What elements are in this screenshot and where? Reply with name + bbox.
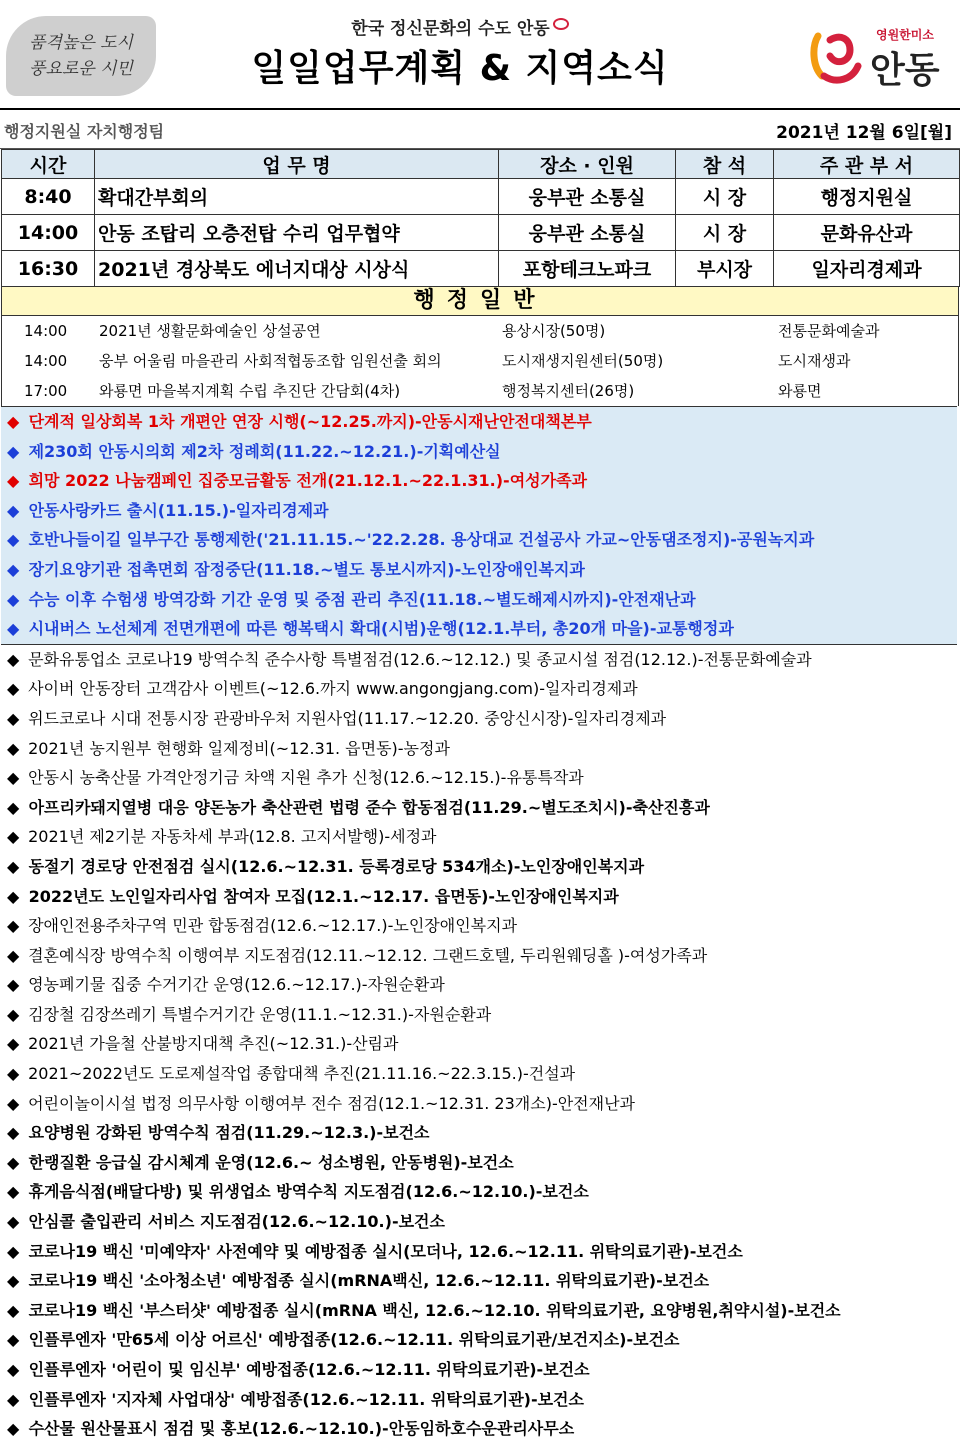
- news-item: [1, 1059, 957, 1089]
- schedule-cell-task: 확대간부회의: [95, 179, 499, 215]
- news-item: [1, 645, 957, 675]
- news-text: 2021년 제2기분 자동차세 부과(12.8. 고지서발행)-세정과: [28, 827, 437, 847]
- diamond-bullet-icon: ◆: [7, 1360, 20, 1379]
- news-item: [1, 763, 957, 793]
- slogan-line-1: 품격높은 도시: [29, 33, 133, 53]
- schedule-cell-time: 8:40: [2, 179, 95, 215]
- news-item: [1, 793, 957, 823]
- news-text: 2021년 농지원부 현행화 일제정비(~12.31. 읍면동)-농정과: [28, 738, 450, 758]
- news-text: 단계적 일상회복 1차 개편안 연장 시행(~12.25.까지)-안동시재난안전대책본부: [28, 412, 592, 431]
- page-title: 일일업무계획 & 지역소식: [251, 48, 669, 89]
- diamond-bullet-icon: ◆: [7, 1093, 20, 1113]
- news-text: 요양병원 강화된 방역수칙 점검(11.29.~12.3.)-보건소: [28, 1123, 430, 1143]
- col-header-task: 업 무 명: [95, 150, 499, 179]
- news-text: 인플루엔자 '어린이 및 임신부' 예방접종(12.6.~12.11. 위탁의료기관)-보건소: [28, 1360, 590, 1379]
- news-item: [1, 1029, 957, 1059]
- admin-task: 웅부 어울림 마을관리 사회적협동조합 임원선출 회의: [99, 352, 442, 370]
- diamond-bullet-icon: ◆: [7, 1330, 20, 1350]
- news-item: [1, 525, 957, 555]
- news-text: 장기요양기관 접촉면회 잠정중단(11.18.~별도 통보시까지)-노인장애인복지과: [28, 559, 585, 579]
- news-item: [1, 1325, 957, 1355]
- news-item: [1, 1148, 957, 1178]
- logo-city-name: 안동: [870, 50, 940, 91]
- diamond-bullet-icon: ◆: [7, 679, 20, 699]
- news-item: [1, 1000, 957, 1030]
- news-text: 2022년도 노인일자리사업 참여자 모집(12.1.~12.17. 읍면동)-노인장애인복지과: [28, 886, 619, 906]
- news-text: 코로나19 백신 '미예약자' 사전예약 및 예방접종 실시(모더나, 12.6.~12.11. 위탁의료기관)-보건소: [28, 1241, 743, 1261]
- schedule-cell-task: 2021년 경상북도 에너지대상 시상식: [95, 251, 499, 287]
- admin-row: [2, 316, 958, 346]
- news-text: 휴게음식점(배달다방) 및 위생업소 방역수칙 지도점검(12.6.~12.10.)-보건소: [28, 1182, 589, 1202]
- diamond-bullet-icon: ◆: [7, 738, 20, 758]
- diamond-bullet-icon: ◆: [7, 589, 20, 609]
- news-text: 인플루엔자 '지자체 사업대상' 예방접종(12.6.~12.11. 위탁의료기관)-보건소: [28, 1389, 584, 1409]
- schedule-cell-dept: 일자리경제과: [774, 251, 960, 287]
- news-item: [1, 407, 957, 437]
- diamond-bullet-icon: ◆: [7, 1152, 20, 1172]
- admin-time: 14:00: [24, 352, 68, 370]
- diamond-bullet-icon: ◆: [7, 559, 20, 579]
- news-text: 수산물 원산물표시 점검 및 홍보(12.6.~12.10.)-안동임하호수운관리사무소: [28, 1419, 575, 1439]
- news-item: [1, 466, 957, 496]
- news-item: [1, 674, 957, 704]
- news-item: [1, 1207, 957, 1237]
- schedule-cell-place: 포항테크노파크: [499, 251, 676, 287]
- diamond-bullet-icon: ◆: [7, 619, 20, 639]
- diamond-bullet-icon: ◆: [7, 768, 20, 788]
- diamond-bullet-icon: ◆: [7, 530, 20, 550]
- logo-slogan: 영원한미소: [876, 28, 934, 42]
- schedule-cell-time: 14:00: [2, 215, 95, 251]
- schedule-cell-dept: 문화유산과: [774, 215, 960, 251]
- diamond-bullet-icon: ◆: [7, 1034, 20, 1054]
- andong-logo: [806, 20, 956, 90]
- admin-section-header: 행정일반: [1, 287, 959, 316]
- diamond-bullet-icon: ◆: [7, 797, 20, 817]
- news-text: 코로나19 백신 '소아청소년' 예방접종 실시(mRNA백신, 12.6.~12.11. 위탁의료기관)-보건소: [28, 1271, 710, 1291]
- news-text: 문화유통업소 코로나19 방역수칙 준수사항 특별점검(12.6.~12.12.) 및 종교시설 점검(12.12.)-전통문화예술과: [28, 649, 812, 669]
- news-item: [1, 555, 957, 585]
- news-item: [1, 704, 957, 734]
- slogan-badge: [6, 16, 156, 96]
- admin-row: [2, 346, 958, 376]
- diamond-bullet-icon: ◆: [7, 886, 20, 906]
- diamond-bullet-icon: ◆: [7, 500, 20, 520]
- admin-task: 와룡면 마을복지계획 수립 추진단 간담회(4차): [99, 382, 401, 400]
- schedule-cell-place: 웅부관 소통실: [499, 215, 676, 251]
- news-item: [1, 1266, 957, 1296]
- diamond-bullet-icon: ◆: [7, 708, 20, 728]
- news-item: [1, 437, 957, 467]
- news-text: 어린이놀이시설 법정 의무사항 이행여부 전수 점검(12.1.~12.31. 23개소)-안전재난과: [28, 1093, 636, 1113]
- news-item: [1, 822, 957, 852]
- news-text: 희망 2022 나눔캠페인 집중모금활동 전개(21.12.1.~22.1.31.)-여성가족과: [28, 471, 587, 491]
- schedule-table: [1, 149, 960, 287]
- news-text: 인플루엔자 '만65세 이상 어르신' 예방접종(12.6.~12.11. 위탁의료기관/보건지소)-보건소: [28, 1330, 680, 1350]
- news-text: 사이버 안동장터 고객감사 이벤트(~12.6.까지 www.angongjang.com)-일자리경제과: [28, 679, 638, 699]
- news-item: [1, 1385, 957, 1415]
- diamond-bullet-icon: ◆: [7, 856, 20, 876]
- subtitle: [250, 14, 670, 39]
- news-item: [1, 1177, 957, 1207]
- news-item: [1, 941, 957, 971]
- diamond-bullet-icon: ◆: [7, 1064, 20, 1084]
- news-text: 제230회 안동시의회 제2차 정례회(11.22.~12.21.)-기획예산실: [28, 441, 501, 461]
- news-item: [1, 911, 957, 941]
- diamond-bullet-icon: ◆: [7, 975, 20, 995]
- news-item: [1, 852, 957, 882]
- news-text: 2021~2022년도 도로제설작업 종합대책 추진(21.11.16.~22.3.15.)-건설과: [28, 1064, 576, 1084]
- col-header-attendee: 참 석: [676, 150, 774, 179]
- diamond-bullet-icon: ◆: [7, 1182, 20, 1202]
- diamond-bullet-icon: ◆: [7, 471, 20, 491]
- news-text: 시내버스 노선체계 전면개편에 따른 행복택시 확대(시범)운행(12.1.부터, 총20개 마을)-교통행정과: [28, 619, 734, 639]
- news-text: 김장철 김장쓰레기 특별수거기간 운영(11.1.~12.31.)-자원순환과: [28, 1004, 492, 1024]
- news-item: [1, 1118, 957, 1148]
- news-text: 2021년 가을철 산불방지대책 추진(~12.31.)-산림과: [28, 1034, 399, 1054]
- schedule-cell-task: 안동 조탑리 오층전탑 수리 업무협약: [95, 215, 499, 251]
- admin-place: 도시재생지원센터(50명): [502, 352, 664, 370]
- smile-icon: [553, 18, 569, 30]
- admin-row: [2, 376, 958, 406]
- schedule-cell-attendee: 부시장: [676, 251, 774, 287]
- slogan-line-2: 풍요로운 시민: [29, 59, 133, 79]
- news-item: [1, 614, 957, 644]
- news-text: 장애인전용주차구역 민관 합동점검(12.6.~12.17.)-노인장애인복지과: [28, 916, 518, 936]
- diamond-bullet-icon: ◆: [7, 945, 20, 965]
- news-text: 안심콜 출입관리 서비스 지도점검(12.6.~12.10.)-보건소: [28, 1212, 445, 1232]
- diamond-bullet-icon: ◆: [7, 1389, 20, 1409]
- schedule-header-row: [2, 150, 960, 179]
- news-text: 아프리카돼지열병 대응 양돈농가 축산관련 법령 준수 합동점검(11.29.~별도조치시)-축산진흥과: [28, 797, 710, 817]
- schedule-cell-dept: 행정지원실: [774, 179, 960, 215]
- news-item: [1, 1237, 957, 1267]
- news-item: [1, 970, 957, 1000]
- diamond-bullet-icon: ◆: [7, 827, 20, 847]
- subtitle-text: 한국 정신문화의 수도 안동: [351, 19, 550, 39]
- admin-time: 17:00: [24, 382, 68, 400]
- schedule-cell-attendee: 시 장: [676, 179, 774, 215]
- diamond-bullet-icon: ◆: [7, 441, 20, 461]
- news-item: [1, 1089, 957, 1119]
- news-text: 안동시 농축산물 가격안정기금 차액 지원 추가 신청(12.6.~12.15.)-유통특작과: [28, 768, 584, 788]
- schedule-cell-time: 16:30: [2, 251, 95, 287]
- slogan: [6, 30, 156, 82]
- diamond-bullet-icon: ◆: [7, 1300, 20, 1320]
- schedule-row: [2, 215, 960, 251]
- admin-task: 2021년 생활문화예술인 상설공연: [99, 322, 321, 340]
- news-item: [1, 1414, 957, 1444]
- logo-mark-icon: [810, 26, 864, 84]
- report-date: 2021년 12월 6일[월]: [776, 123, 952, 143]
- news-text: 영농폐기물 집중 수거기간 운영(12.6.~12.17.)-자원순환과: [28, 975, 445, 995]
- news-item: [1, 1296, 957, 1326]
- header: [0, 0, 960, 110]
- news-text: 결혼예식장 방역수칙 이행여부 지도점검(12.11.~12.12. 그랜드호텔, 두리원웨딩홀 )-여성가족과: [28, 945, 708, 965]
- admin-list: [1, 316, 959, 406]
- diamond-bullet-icon: ◆: [7, 1241, 20, 1261]
- admin-place: 행정복지센터(26명): [502, 382, 635, 400]
- info-row: [0, 110, 960, 149]
- diamond-bullet-icon: ◆: [7, 1419, 20, 1439]
- news-list: [1, 645, 957, 1444]
- news-text: 안동사랑카드 출시(11.15.)-일자리경제과: [28, 500, 329, 520]
- news-text: 수능 이후 수험생 방역강화 기간 운영 및 중점 관리 추진(11.18.~별도해제시까지)-안전재난과: [28, 589, 696, 609]
- schedule-row: [2, 251, 960, 287]
- schedule-cell-attendee: 시 장: [676, 215, 774, 251]
- diamond-bullet-icon: ◆: [7, 649, 20, 669]
- diamond-bullet-icon: ◆: [7, 1004, 20, 1024]
- news-text: 동절기 경로당 안전점검 실시(12.6.~12.31. 등록경로당 534개소)-노인장애인복지과: [28, 856, 645, 876]
- news-item: [1, 882, 957, 912]
- department-name: 행정지원실 자치행정팀: [4, 122, 165, 141]
- schedule-cell-place: 웅부관 소통실: [499, 179, 676, 215]
- highlight-news-list: [1, 406, 957, 645]
- schedule-row: [2, 179, 960, 215]
- diamond-bullet-icon: ◆: [7, 916, 20, 936]
- admin-place: 용상시장(50명): [502, 322, 606, 340]
- news-item: [1, 734, 957, 764]
- admin-time: 14:00: [24, 322, 68, 340]
- diamond-bullet-icon: ◆: [7, 1212, 20, 1232]
- news-item: [1, 1355, 957, 1385]
- diamond-bullet-icon: ◆: [7, 1123, 20, 1143]
- admin-dept: 와룡면: [778, 382, 822, 400]
- diamond-bullet-icon: ◆: [7, 412, 20, 431]
- news-text: 코로나19 백신 '부스터샷' 예방접종 실시(mRNA 백신, 12.6.~12.10. 위탁의료기관, 요양병원,취약시설)-보건소: [28, 1300, 841, 1320]
- news-text: 한랭질환 응급실 감시체계 운영(12.6.~ 성소병원, 안동병원)-보건소: [28, 1152, 514, 1172]
- admin-dept: 도시재생과: [778, 352, 851, 370]
- news-text: 위드코로나 시대 전통시장 관광바우처 지원사업(11.17.~12.20. 중앙신시장)-일자리경제과: [28, 708, 667, 728]
- col-header-dept: 주 관 부 서: [774, 150, 960, 179]
- news-item: [1, 496, 957, 526]
- news-text: 호반나들이길 일부구간 통행제한('21.11.15.~'22.2.28. 용상대교 건설공사 가교~안동댐조정지)-공원녹지과: [28, 530, 815, 550]
- admin-dept: 전통문화예술과: [778, 322, 880, 340]
- col-header-time: 시간: [2, 150, 95, 179]
- news-item: [1, 585, 957, 615]
- col-header-place: 장소 · 인원: [499, 150, 676, 179]
- diamond-bullet-icon: ◆: [7, 1271, 20, 1291]
